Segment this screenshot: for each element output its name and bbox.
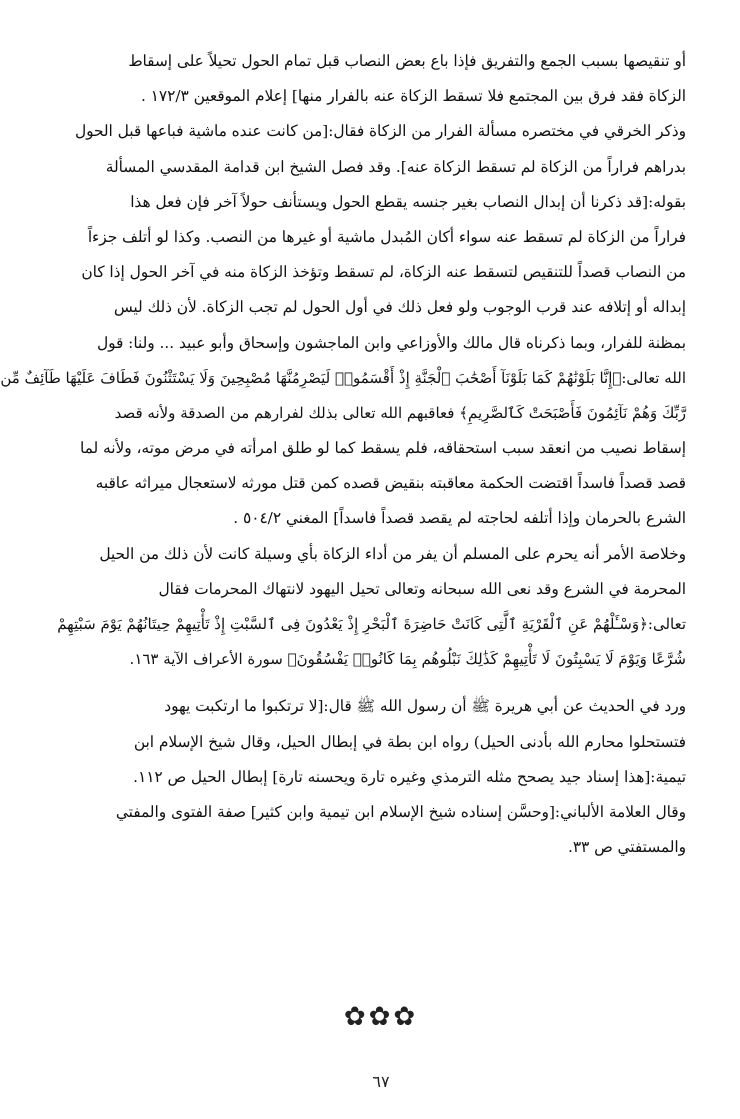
paragraph-kharqi [0, 114, 686, 536]
quran-verse-line: شُرَّعًا وَيَوْمَ لَا يَسْبِتُونَ لَا تَأْتِيهِمْ كَذَٰلِكَ نَبْلُوهُم بِمَا كَانُوا۟ يَفْسُقُونَ﴾ سورة الأعراف الآية ١٦٣. [129, 650, 686, 669]
text-line: وخلاصة الأمر أنه يحرم على المسلم أن يفر من أداء الزكاة بأي وسيلة كانت لأن ذلك من الحيل [99, 544, 686, 563]
ornament-divider: ✿✿✿ [343, 1002, 419, 1032]
page-body [0, 44, 686, 865]
text-line: والمستفتي ص ٣٣. [567, 838, 686, 857]
quran-verse-line: تعالى:﴿وَسْـَٔلْهُمْ عَنِ ٱلْقَرْيَةِ ٱلَّتِى كَانَتْ حَاضِرَةَ ٱلْبَحْرِ إِذْ يَعْدُونَ فِى ٱلسَّبْتِ إِذْ تَأْتِيهِمْ حِيتَانُهُمْ يَوْمَ سَبْتِهِمْ [57, 615, 686, 633]
quran-verse-line: رَّبِّكَ وَهُمْ نَآئِمُونَ فَأَصْبَحَتْ كَٱلصَّرِيمِ﴾ فعاقبهم الله تعالى بذلك لفرارهم من الصدقة ولأنه قصد [114, 403, 686, 422]
text-line: من النصاب قصداً للتنقيص لتسقط عنه الزكاة، لم تسقط وتؤخذ الزكاة منه في آخر الحول إذا كان [81, 263, 686, 282]
quran-verse-line: الله تعالى:﴿إِنَّا بَلَوْنَٰهُمْ كَمَا بَلَوْنَآ أَصْحَٰبَ ٱلْجَنَّةِ إِذْ أَقْسَمُوا۟ لَيَصْرِمُنَّهَا مُصْبِحِينَ وَلَا يَسْتَثْنُونَ فَطَافَ عَلَيْهَا طَآئِفٌ مِّن [0, 368, 686, 387]
text-line: قصد قصداً فاسداً اقتضت الحكمة معاقبته بنقيض قصده كمن قتل مورثه لاستعجال ميراثه عاقبه [95, 474, 686, 493]
paragraph-hadith [74, 689, 686, 865]
paragraph-gap [74, 677, 686, 689]
text-line: ورد في الحديث عن أبي هريرة ﷺ أن رسول الله ﷺ قال:[لا ترتكبوا ما ارتكبت يهود [164, 697, 686, 716]
text-line: الشرع بالحرمان وإذا أتلفه لحاجته لم يقصد قصداً فاسداً] المغني ٥٠٤/٢ . [233, 509, 686, 528]
text-line: بدراهم فراراً من الزكاة لم تسقط الزكاة عنه]. وقد فصل الشيخ ابن قدامة المقدسي المسألة [105, 157, 686, 176]
text-line: وقال العلامة الألباني:[وحسَّن إسناده شيخ الإسلام ابن تيمية وابن كثير] صفة الفتوى والمفتي [115, 802, 686, 821]
text-line: بقوله:[قد ذكرنا أن إبدال النصاب بغير جنسه يقطع الحول ويستأنف حولاً آخر فإن فعل هذا [130, 192, 686, 211]
text-line: فراراً من الزكاة لم تسقط عنه سواء أكان المُبدل ماشية أو غيرها من النصب. وكذا لو أتلف جزءاً [87, 227, 686, 246]
text-line: أو تنقيصها بسبب الجمع والتفريق فإذا باع بعض النصاب قبل تمام الحول تحيلاً على إسقاط [128, 52, 686, 70]
paragraph-conclusion [57, 537, 686, 678]
text-line: بمظنة للفرار، وبما ذكرناه قال مالك والأوزاعي وابن الماجشون وإسحاق وأبو عبيد ... ولنا: قول [96, 333, 686, 352]
text-line: فتستحلوا محارم الله بأدنى الحيل) رواه ابن بطة في إبطال الحيل، وقال شيخ الإسلام ابن [133, 732, 686, 751]
text-line: إسقاط نصيب من انعقد سبب استحقاقه، فلم يسقط كما لو طلق امرأته في مرض موته، ولأنه لما [80, 439, 686, 458]
page-number: ٦٧ [372, 1072, 390, 1091]
text-line: إبداله أو إتلافه عند قرب الوجوب ولو فعل ذلك في أول الحول لم تجب الزكاة. لأن ذلك ليس [113, 298, 686, 317]
text-line: تيمية:[هذا إسناد جيد يصحح مثله الترمذي وغيره تارة ويحسنه تارة] إبطال الحيل ص ١١٢. [133, 767, 686, 786]
text-line: الزكاة فقد فرق بين المجتمع فلا تسقط الزكاة عنه بالفرار منها] إعلام الموقعين ١٧٢/٣ . [140, 87, 686, 106]
paragraph-zakat-intro [74, 44, 686, 114]
text-line: المحرمة في الشرع وقد نعى الله سبحانه وتعالى تحيل اليهود لانتهاك المحرمات فقال [158, 579, 686, 598]
text-line: وذكر الخرقي في مختصره مسألة الفرار من الزكاة فقال:[من كانت عنده ماشية فباعها قبل الحول [74, 122, 686, 141]
